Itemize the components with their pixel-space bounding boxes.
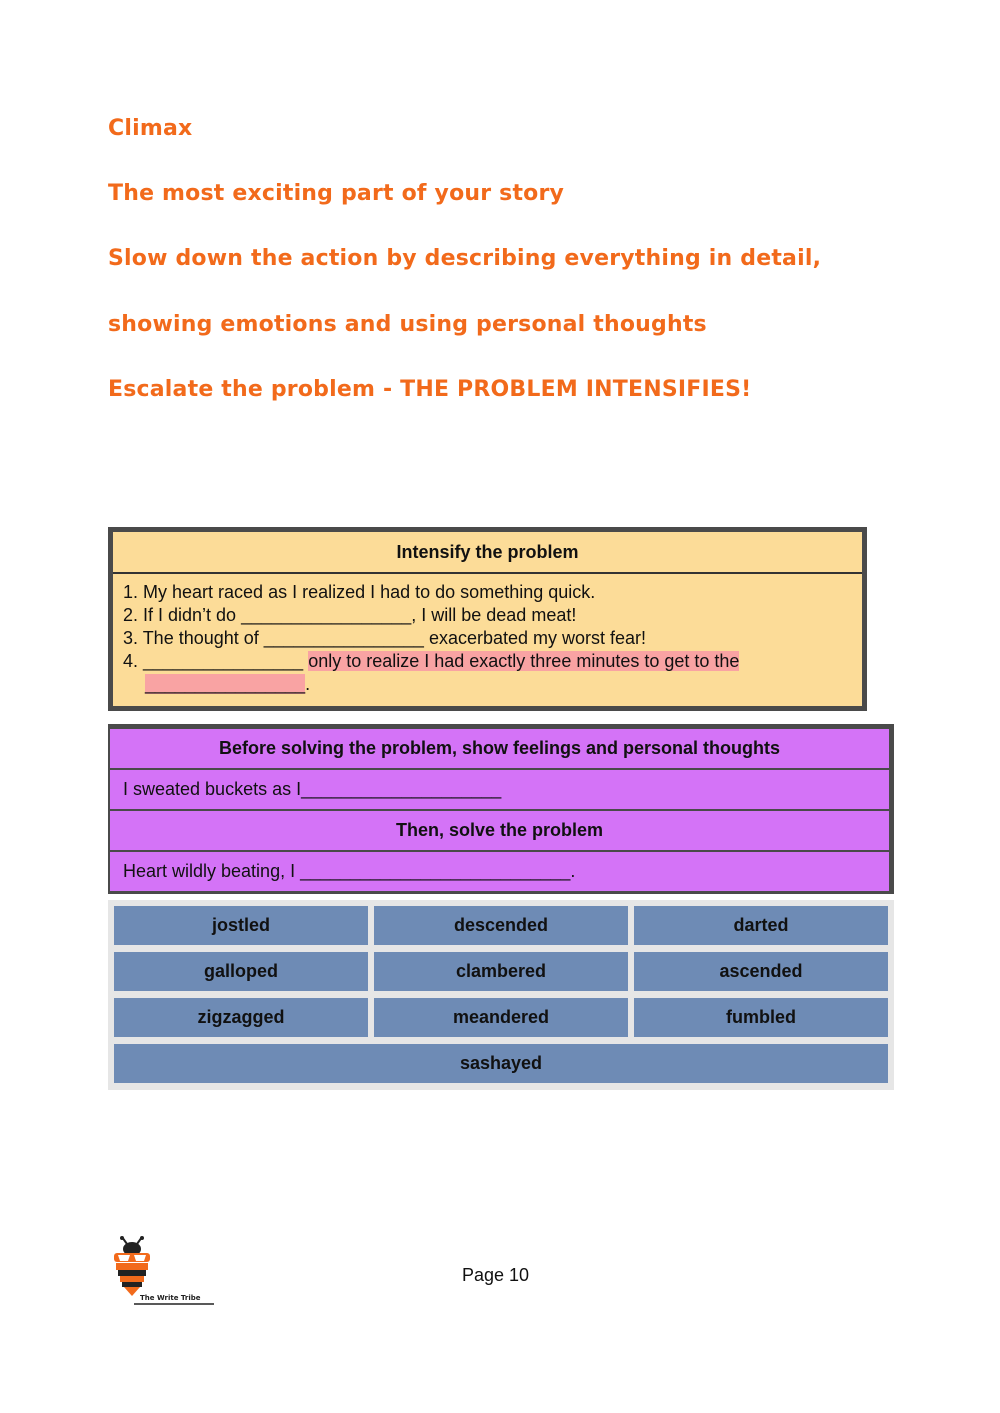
- feelings-title: Before solving the problem, show feelings and personal thoughts: [110, 729, 889, 768]
- word-sashayed[interactable]: sashayed: [114, 1044, 888, 1083]
- intensify-line-2: 2. If I didn’t do _________________, I will be dead meat!: [123, 605, 577, 625]
- solve-prompt: Heart wildly beating, I ___________________________.: [110, 852, 889, 891]
- page-number: Page 10: [462, 1265, 530, 1285]
- intensify-box: [108, 527, 867, 711]
- intensify-line-4: [123, 650, 862, 673]
- line-5-highlight: ________________: [145, 674, 306, 694]
- instruction-line-1: Slow down the action by describing everything in detail,: [108, 246, 822, 271]
- intensify-title: Intensify the problem: [113, 532, 862, 574]
- line-5-end: .: [305, 674, 311, 694]
- instruction-line-2: showing emotions and using personal thoughts: [108, 312, 707, 337]
- word-galloped[interactable]: galloped: [114, 952, 368, 991]
- word-ascended[interactable]: ascended: [634, 952, 888, 991]
- intensify-line-1: 1. My heart raced as I realized I had to do something quick.: [123, 582, 596, 602]
- word-fumbled[interactable]: fumbled: [634, 998, 888, 1037]
- subtitle: The most exciting part of your story: [108, 181, 565, 206]
- logo-text: The Write Tribe: [140, 1294, 201, 1302]
- word-zigzagged[interactable]: zigzagged: [114, 998, 368, 1037]
- line-4-highlight: only to realize I had exactly three minutes to get to the: [308, 651, 740, 671]
- feelings-box: [108, 724, 894, 894]
- solve-title: Then, solve the problem: [110, 811, 889, 850]
- word-darted[interactable]: darted: [634, 906, 888, 945]
- bee-logo-icon: [110, 1236, 220, 1308]
- word-bank: [108, 900, 894, 1090]
- intensify-lines: [113, 574, 862, 696]
- word-descended[interactable]: descended: [374, 906, 628, 945]
- section-title: Climax: [108, 116, 193, 141]
- word-meandered[interactable]: meandered: [374, 998, 628, 1037]
- word-jostled[interactable]: jostled: [114, 906, 368, 945]
- word-clambered[interactable]: clambered: [374, 952, 628, 991]
- intensify-line-5: [123, 673, 862, 696]
- feelings-prompt: I sweated buckets as I____________________: [110, 770, 889, 809]
- instruction-line-3: Escalate the problem - THE PROBLEM INTENSIFIES!: [108, 377, 752, 402]
- intensify-line-3: 3. The thought of ________________ exacerbated my worst fear!: [123, 628, 647, 648]
- line-4-start: 4. ________________: [123, 651, 309, 671]
